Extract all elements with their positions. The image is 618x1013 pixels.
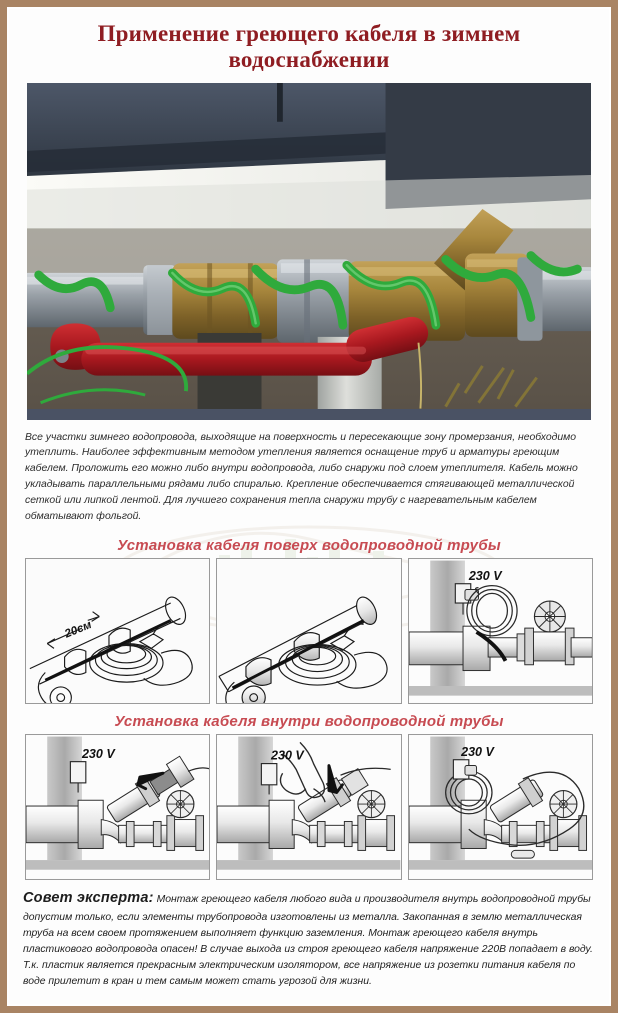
voltage-label: 230 V: [468, 569, 502, 584]
expert-tip-text: Монтаж греющего кабеля любого вида и производителя внутрь водопроводной трубы допустим только, если элементы трубопровода изготовлены из металла. Закопанная в землю металлическая труба на всем своем протяжением выполняет функцию заземления. Монтаж греющего кабеля внутрь пластикового водопровода опасен! В случае выхода из строя греющего кабеля напряжение 220В попадает в воду. Т.к. пластик является прекрасным электрическим изолятором, все напряжение из розетки питания кабеля по воде прилетит в кран и тем самым может стать угрозой для жизни.: [23, 894, 593, 988]
hero-photo: [27, 83, 591, 420]
panel-pipe-with-coiled-cable-dimension: [25, 558, 210, 704]
intro-paragraph: Все участки зимнего водопровода, выходящие на поверхность и пересекающие зону промерзания, необходимо утеплить. Наиболее эффективным методом утепления является оснащение труб и арматуры греющим кабелем. Проложить его можно либо внутри водопровода, либо снаружи под слоем утеплителя. Кабель можно укладывать параллельными рядами либо спиралью. Крепление обеспечивается стягивающей металлической сеткой или липкой лентой. Для лучшего сохранения тепла снаружи трубу с нагревательным кабелем обматывают фольгой.: [25, 431, 578, 522]
dimension-label: 20см: [63, 619, 94, 641]
diagram-section: [25, 532, 593, 880]
diagram-row-outside: [25, 558, 593, 704]
panel-tighten-fitting-with-wrench: [216, 734, 401, 880]
infographic-inner-frame: [7, 7, 611, 1006]
panel-wall-outlet-pipe-valve: [408, 558, 593, 704]
voltage-label: 230 V: [81, 747, 115, 762]
section-heading-outside: Установка кабеля поверх водопроводной трубы: [117, 537, 501, 555]
panel-cable-installed-connected: [408, 734, 593, 880]
expert-tip: [23, 887, 595, 990]
panel-insert-cable-into-pipe: [25, 734, 210, 880]
section-heading-inside: Установка кабеля внутри водопроводной трубы: [114, 713, 504, 731]
voltage-label: 230 V: [460, 745, 494, 760]
panel-pipe-with-coiled-cable: [216, 558, 401, 704]
diagram-row-inside: [25, 734, 593, 880]
page-title: Применение греющего кабеля в зимнем водоснабжении: [97, 21, 521, 72]
expert-tip-label: Совет эксперта:: [23, 890, 154, 907]
photo-pipes-with-green-heating-cable: [27, 83, 591, 420]
voltage-label: 230 V: [271, 749, 305, 764]
